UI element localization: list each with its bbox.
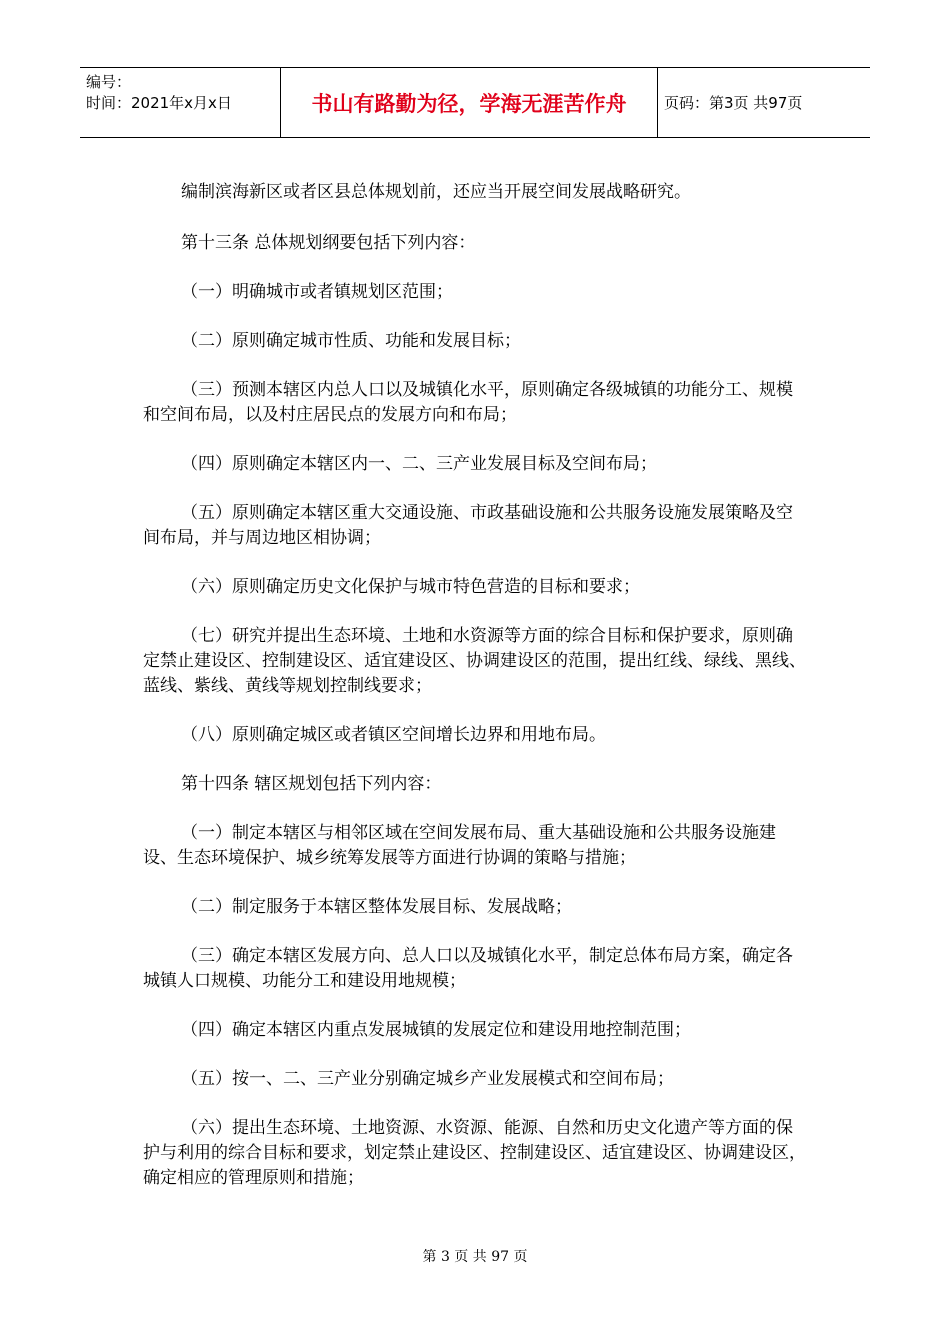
- paragraph: 编制滨海新区或者区县总体规划前，还应当开展空间发展战略研究。: [181, 182, 691, 202]
- list-item: （七）研究并提出生态环境、土地和水资源等方面的综合目标和保护要求，原则确定禁止建设区、控制建设区、适宜建设区、协调建设区的范围，提出红线、绿线、黑线、蓝线、紫线、黄线等规划控制线要求；: [143, 626, 806, 696]
- list-item: （六）提出生态环境、土地资源、水资源、能源、自然和历史文化遗产等方面的保护与利用的综合目标和要求，划定禁止建设区、控制建设区、适宜建设区、协调建设区，确定相应的管理原则和措施；: [143, 1118, 806, 1188]
- list-item: （六）原则确定历史文化保护与城市特色营造的目标和要求；: [181, 577, 640, 597]
- list-item: （一）制定本辖区与相邻区域在空间发展布局、重大基础设施和公共服务设施建设、生态环境保护、城乡统筹发展等方面进行协调的策略与措施；: [143, 823, 776, 868]
- list-item: （三）确定本辖区发展方向、总人口以及城镇化水平，制定总体布局方案，确定各城镇人口规模、功能分工和建设用地规模；: [143, 946, 793, 991]
- list-item: （一）明确城市或者镇规划区范围；: [181, 282, 453, 302]
- list-item: （五）按一、二、三产业分别确定城乡产业发展模式和空间布局；: [181, 1069, 674, 1089]
- date-label: 时间：2021年x月x日: [86, 94, 232, 112]
- page-header: [80, 67, 870, 138]
- article-heading: 第十四条 辖区规划包括下列内容：: [181, 774, 442, 794]
- list-item: （二）原则确定城市性质、功能和发展目标；: [181, 331, 521, 351]
- article-heading: 第十三条 总体规划纲要包括下列内容：: [181, 233, 476, 253]
- document-body: [143, 180, 809, 1215]
- list-item: （三）预测本辖区内总人口以及城镇化水平，原则确定各级城镇的功能分工、规模和空间布局，以及村庄居民点的发展方向和布局；: [143, 380, 793, 425]
- code-label: 编号：: [86, 73, 132, 91]
- list-item: （五）原则确定本辖区重大交通设施、市政基础设施和公共服务设施发展策略及空间布局，并与周边地区相协调；: [143, 503, 793, 548]
- list-item: （二）制定服务于本辖区整体发展目标、发展战略；: [181, 897, 572, 917]
- list-item: （八）原则确定城区或者镇区空间增长边界和用地布局。: [181, 725, 606, 745]
- header-page-info: 页码：第3页 共97页: [664, 94, 803, 112]
- header-motto: 书山有路勤为径，学海无涯苦作舟: [281, 68, 658, 137]
- list-item: （四）确定本辖区内重点发展城镇的发展定位和建设用地控制范围；: [181, 1020, 691, 1040]
- list-item: （四）原则确定本辖区内一、二、三产业发展目标及空间布局；: [181, 454, 657, 474]
- page-footer: 第 3 页 共 97 页: [422, 1249, 528, 1265]
- header-meta: [80, 68, 281, 137]
